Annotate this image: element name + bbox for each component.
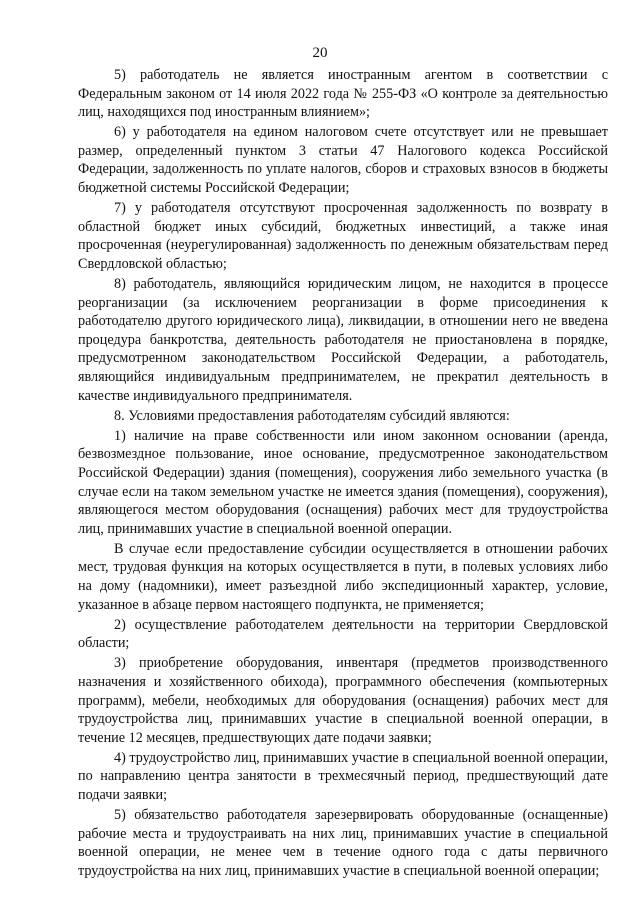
page-number: 20 (312, 45, 328, 61)
paragraph-condition-3-equipment: 3) приобретение оборудования, инвентаря (предметов производственного назначения и хозяйственного обихода), программного обеспечения (компьютерных программ), мебели, необходимых для оборудования (оснащения) рабочих мест для трудоустройства лиц, принимавших участие в специальной военной операции, в течение 12 месяцев, предшествующих дате подачи заявки; (78, 655, 608, 746)
paragraph-item-7-overdue-debt: 7) у работодателя отсутствуют просроченная задолженность по возврату в областной бюджет иных субсидий, бюджетных инвестиций, а также иная просроченная (неурегулированная) задолженность по денежным обязательствам перед Свердловской областью; (78, 200, 608, 272)
paragraph-section-8-heading: 8. Условиями предоставления работодателям субсидий являются: (114, 407, 510, 424)
paragraph-item-5-foreign-agent: 5) работодатель не является иностранным агентом в соответствии с Федеральным законом от 14 июля 2022 года № 255-ФЗ «О контроле за деятельностью лиц, находящихся под иностранным влиянием»; (78, 67, 608, 121)
document-body (78, 66, 608, 882)
paragraph-condition-5-reservation: 5) обязательство работодателя зарезервировать оборудованные (оснащенные) рабочие места и трудоустраивать на них лиц, принимавших участие в специальной военной операции, не менее чем в течение одного года с даты первичного трудоустройства на них лиц, принимавших участие в специальной военной операции; (78, 807, 608, 879)
paragraph-condition-1-premises: 1) наличие на праве собственности или ином законном основании (аренда, безвозмездное пользование, иное основание, предусмотренное законодательством Российской Федерации) здания (помещения), сооружения либо земельного участка (в случае если на таком земельном участке не имеется здания (помещения), сооружения), являющегося местом оборудования (оснащения) рабочих мест для трудоустройства лиц, принимавших участие в специальной военной операции. (78, 427, 608, 537)
paragraph-condition-1-exception: В случае если предоставление субсидии осуществляется в отношении рабочих мест, трудовая функция на которых осуществляется в пути, в полевых условиях либо на дому (надомники), имеет разъездной либо экспедиционный характер, условие, указанное в абзаце первом настоящего подпункта, не применяется; (78, 540, 608, 613)
paragraph-condition-2-territory: 2) осуществление работодателем деятельности на территории Свердловской области; (78, 616, 608, 652)
paragraph-condition-4-employment: 4) трудоустройство лиц, принимавших участие в специальной военной операции, по направлению центра занятости в трехмесячный период, предшествующий дате подачи заявки; (78, 749, 608, 804)
paragraph-item-6-tax-debt: 6) у работодателя на едином налоговом счете отсутствует или не превышает размер, определенный пунктом 3 статьи 47 Налогового кодекса Российской Федерации, задолженность по уплате налогов, сборов и страховых взносов в бюджеты бюджетной системы Российской Федерации; (78, 124, 608, 197)
paragraph-item-8-reorganization: 8) работодатель, являющийся юридическим лицом, не находится в процессе реорганизации (за исключением реорганизации в форме присоединения к работодателю другого юридического лица), ликвидации, в отношении него не введена процедура банкротства, деятельность работодателя не приостановлена в порядке, предусмотренном законодательством Российской Федерации, а работодатель, являющийся индивидуальным предпринимателем, не прекратил деятельность в качестве индивидуального предпринимателя. (78, 276, 608, 404)
